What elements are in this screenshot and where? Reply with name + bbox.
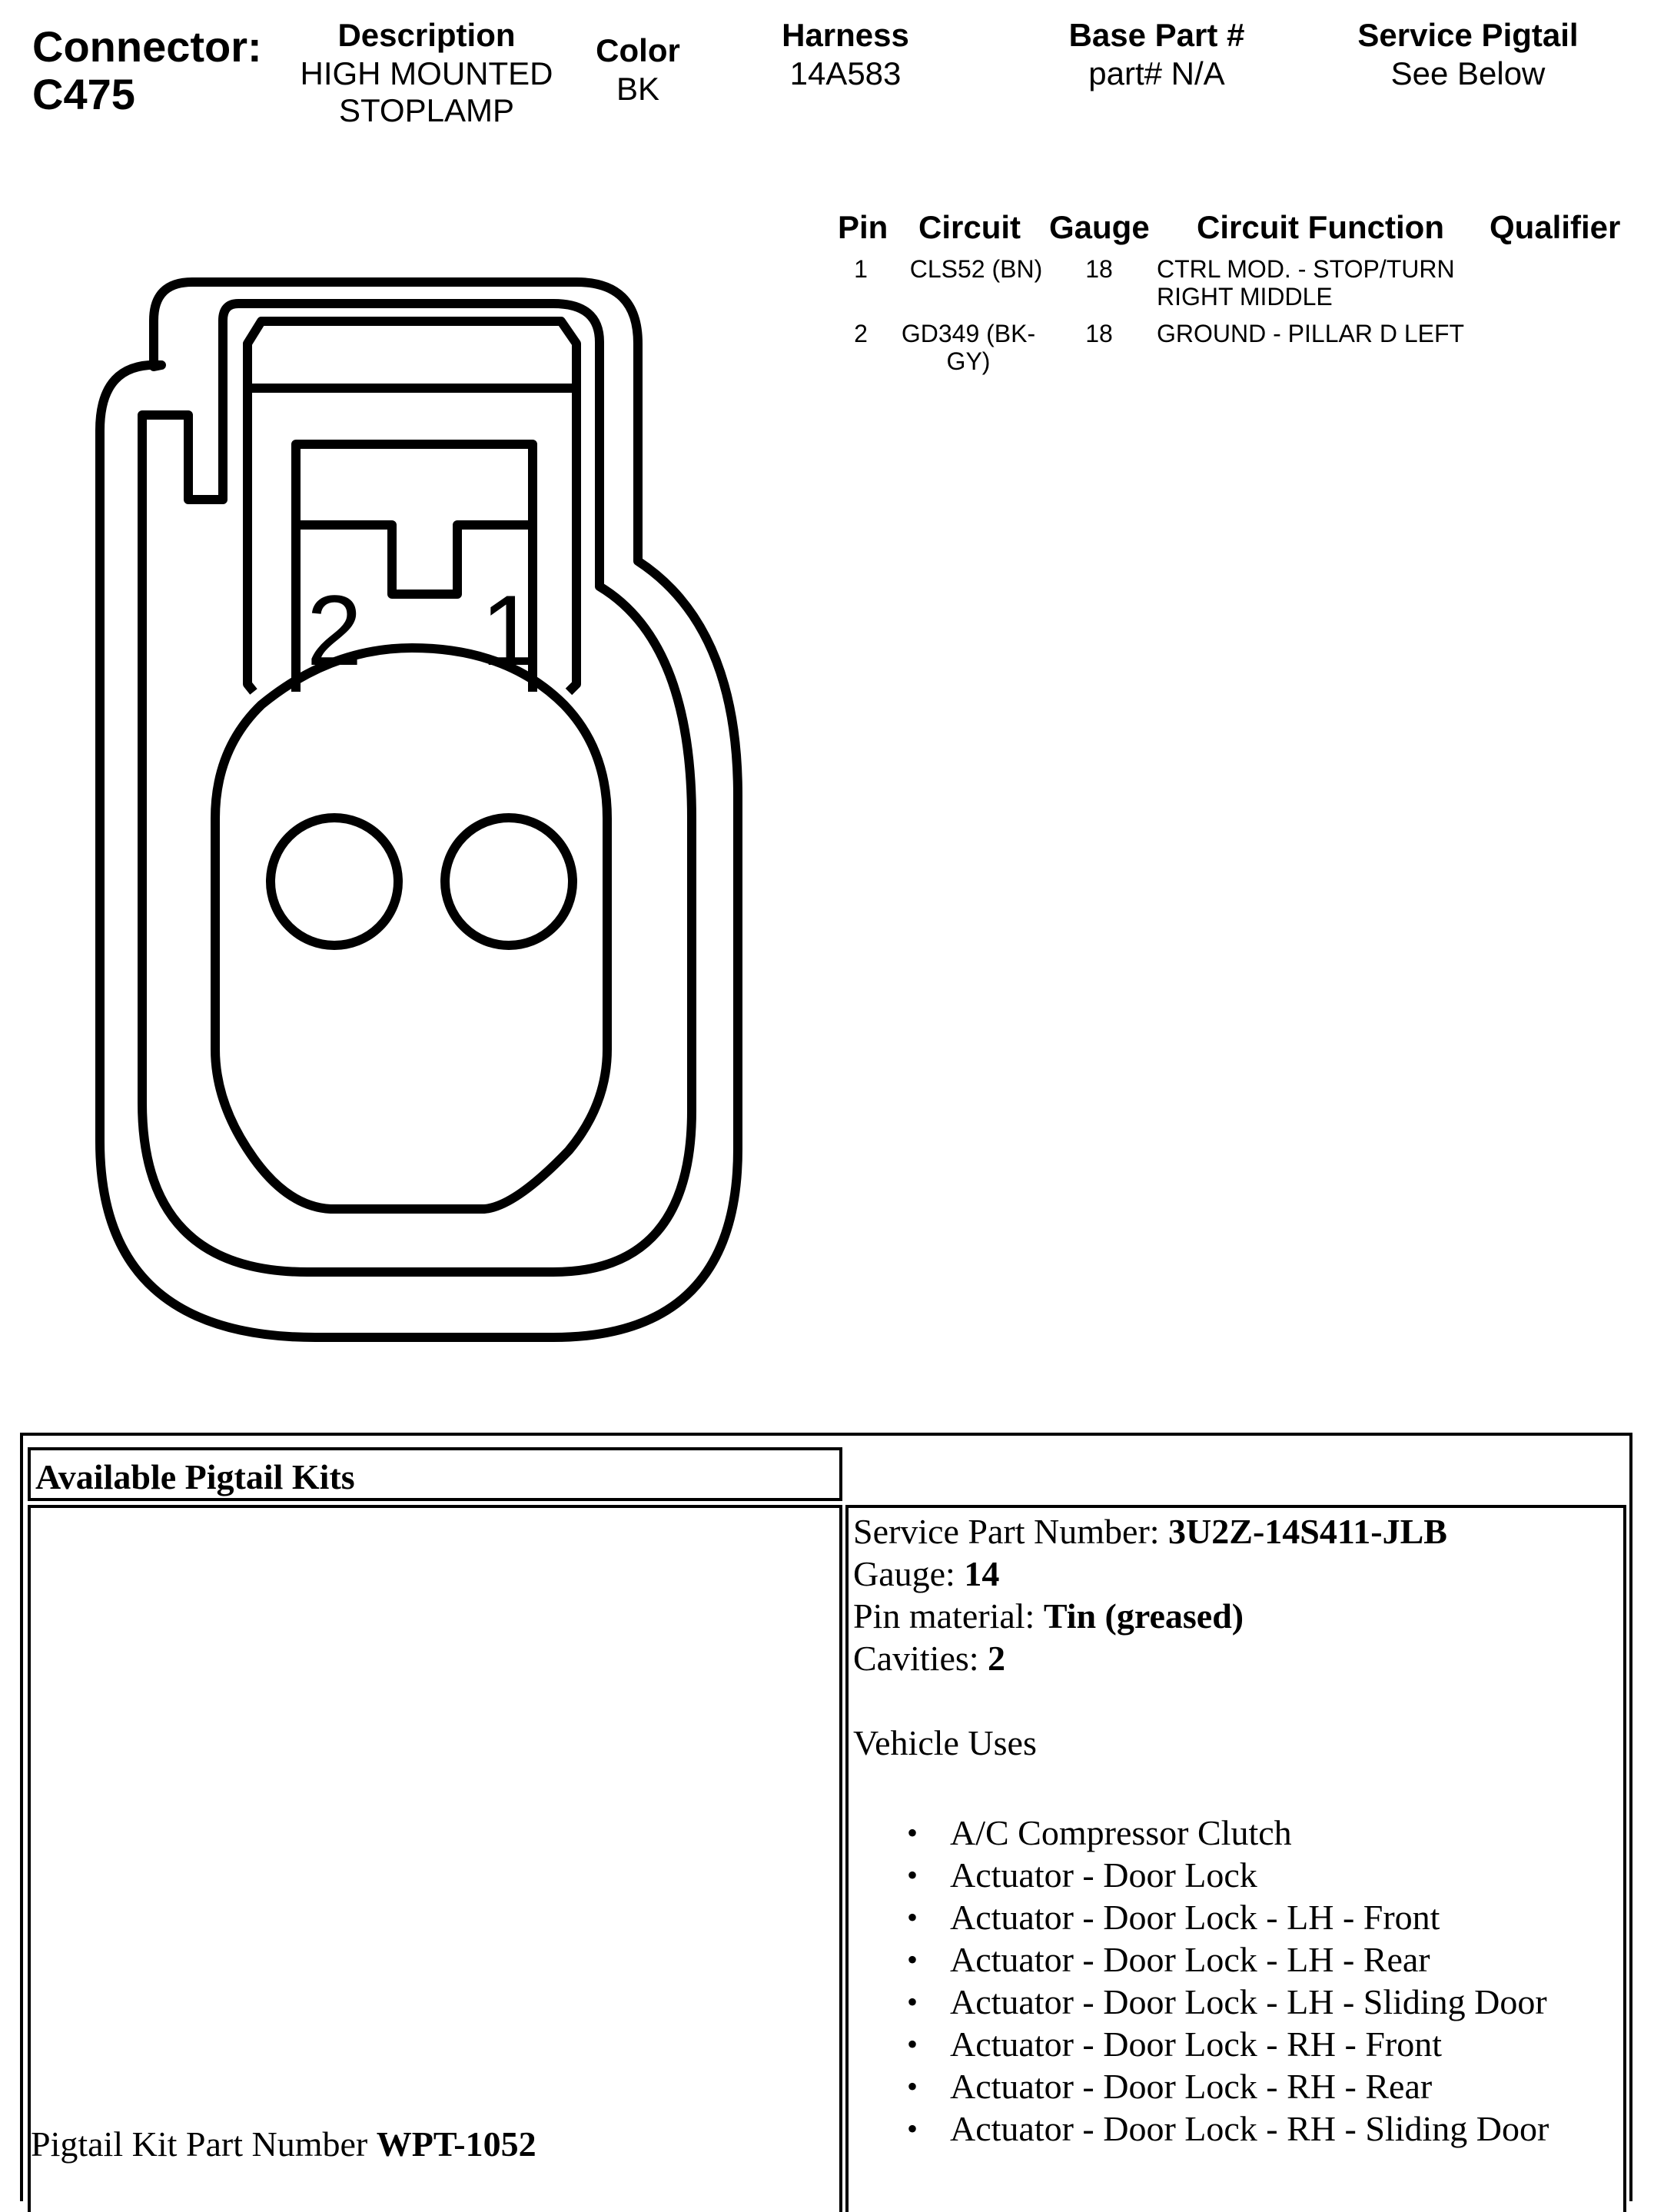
base-part-value: part# N/A	[1088, 55, 1225, 91]
gauge-value: 14	[964, 1554, 1000, 1593]
pigtail-kit-details	[853, 1510, 1447, 1764]
list-item: • A/C Compressor Clutch	[907, 1812, 1549, 1854]
circuit-function-header: Circuit Function	[1197, 209, 1444, 245]
description-column	[292, 15, 561, 129]
base-part-column	[1022, 15, 1291, 92]
connector-id: C475	[32, 70, 135, 118]
pin-gauge: 18	[1085, 320, 1113, 347]
connector-title	[32, 23, 262, 118]
pin-material-label: Pin material:	[853, 1596, 1044, 1636]
vehicle-uses-list	[907, 1812, 1549, 2150]
cavity-1-circle	[445, 818, 573, 945]
pin-material-line	[853, 1595, 1447, 1637]
service-part-number-value: 3U2Z-14S411-JLB	[1168, 1512, 1447, 1551]
service-pigtail-value: See Below	[1390, 55, 1546, 91]
pin-gauge: 18	[1085, 255, 1113, 283]
gauge-label: Gauge:	[853, 1554, 965, 1593]
pin-circuit: GD349 (BK-GY)	[901, 320, 1036, 375]
pin-circuit-function: CTRL MOD. - STOP/TURN RIGHT MIDDLE	[1157, 255, 1455, 311]
harness-heading: Harness	[782, 17, 909, 53]
vehicle-uses-heading: Vehicle Uses	[853, 1723, 1037, 1762]
description-heading: Description	[337, 17, 516, 53]
pin-material-value: Tin (greased)	[1043, 1596, 1244, 1636]
list-item: • Actuator - Door Lock - RH - Rear	[907, 2065, 1549, 2107]
pin-number: 2	[854, 320, 868, 347]
service-pigtail-column	[1322, 15, 1614, 92]
list-item: • Actuator - Door Lock - RH - Sliding Door	[907, 2107, 1549, 2150]
cavities-label: Cavities:	[853, 1639, 988, 1678]
cavities-value: 2	[988, 1639, 1006, 1678]
list-item: • Actuator - Door Lock - RH - Front	[907, 2023, 1549, 2065]
pigtail-kit-title-cell	[28, 1447, 842, 1501]
harness-value: 14A583	[789, 55, 902, 91]
list-item: • Actuator - Door Lock	[907, 1854, 1549, 1896]
color-column	[561, 31, 715, 108]
cavity-1-label: 1	[480, 574, 537, 686]
pin-number: 1	[854, 255, 868, 283]
color-value: BK	[616, 71, 660, 107]
pin-header: Pin	[838, 209, 888, 245]
list-item: • Actuator - Door Lock - LH - Sliding Door	[907, 1981, 1549, 2023]
service-part-number-label: Service Part Number:	[853, 1512, 1169, 1551]
connector-label: Connector:	[32, 22, 262, 71]
description-value: HIGH MOUNTED STOPLAMP	[300, 55, 553, 128]
base-part-heading: Base Part #	[1068, 17, 1245, 53]
service-pigtail-heading: Service Pigtail	[1357, 17, 1579, 53]
cavity-2-circle	[271, 818, 398, 945]
pigtail-kit-part-number	[31, 2123, 536, 2165]
color-heading: Color	[596, 32, 680, 68]
harness-column	[738, 15, 953, 92]
qualifier-header: Qualifier	[1490, 209, 1621, 245]
gauge-line	[853, 1553, 1447, 1595]
kit-part-label: Pigtail Kit Part Number	[31, 2124, 377, 2164]
pigtail-kit-image-cell	[28, 1505, 842, 2212]
gauge-header: Gauge	[1049, 209, 1150, 245]
kit-part-value: WPT-1052	[376, 2124, 536, 2164]
circuit-header: Circuit	[918, 209, 1021, 245]
connector-face-diagram	[77, 265, 769, 1357]
pin-circuit-function: GROUND - PILLAR D LEFT	[1157, 320, 1465, 347]
cavities-line	[853, 1637, 1447, 1679]
list-item: • Actuator - Door Lock - LH - Front	[907, 1896, 1549, 1938]
list-item: • Actuator - Door Lock - LH - Rear	[907, 1938, 1549, 1981]
cavity-2-label: 2	[306, 574, 363, 686]
pin-circuit: CLS52 (BN)	[909, 255, 1043, 283]
pigtail-kit-title: Available Pigtail Kits	[35, 1457, 355, 1496]
service-part-number-line	[853, 1510, 1447, 1553]
